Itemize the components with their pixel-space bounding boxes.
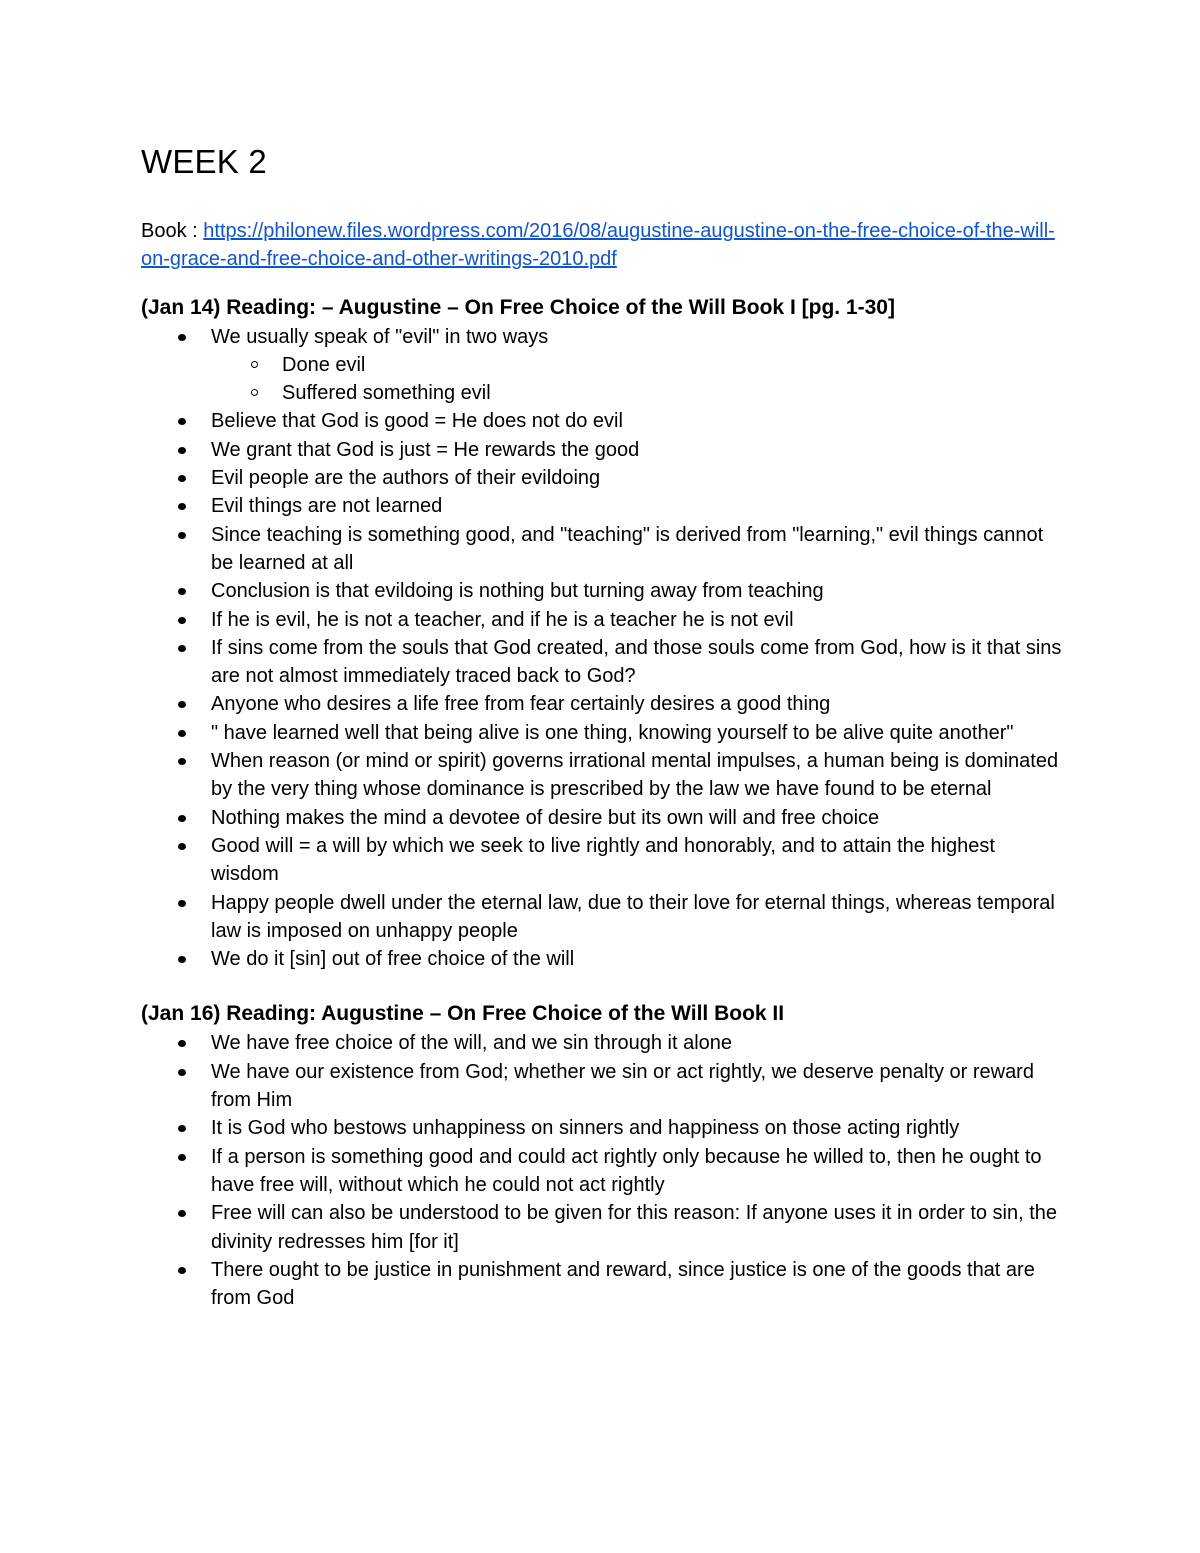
list-item-text: We do it [sin] out of free choice of the will <box>211 948 575 971</box>
list-item-text: If sins come from the souls that God created, and those souls come from God, how is it that sins are not almost immediately traced back to God? <box>211 636 1062 688</box>
hollow-bullet-icon <box>251 389 258 396</box>
list-item <box>141 1029 1066 1057</box>
bullet-icon <box>178 815 186 822</box>
list-item <box>141 1058 1066 1115</box>
list-item <box>141 436 1066 464</box>
sub-list-item <box>141 379 1066 407</box>
bullet-icon <box>178 1125 186 1132</box>
section-heading-jan-14: (Jan 14) Reading: – Augustine – On Free Choice of the Will Book I [pg. 1-30] <box>141 295 895 319</box>
list-item-text: It is God who bestows unhappiness on sinners and happiness on those acting rightly <box>211 1117 960 1140</box>
list-item <box>141 1199 1066 1256</box>
bullet-icon <box>178 334 186 341</box>
bullet-icon <box>178 503 186 510</box>
bullet-icon <box>178 843 186 850</box>
list-item-text: If he is evil, he is not a teacher, and if he is a teacher he is not evil <box>211 608 794 631</box>
list-item-text: We have free choice of the will, and we sin through it alone <box>211 1032 733 1055</box>
list-item <box>141 634 1066 691</box>
list-item-text: If a person is something good and could act rightly only because he willed to, then he ought to have free will, without which he could not act rightly <box>211 1145 1042 1196</box>
list-item <box>141 804 1066 832</box>
bullet-icon <box>178 447 186 454</box>
list-item <box>141 323 1066 351</box>
list-item-text: Done evil <box>282 353 366 376</box>
bullet-icon <box>178 758 186 765</box>
list-item-text: Conclusion is that evildoing is nothing but turning away from teaching <box>211 580 824 603</box>
bullet-icon <box>178 1154 186 1161</box>
list-item <box>141 1256 1066 1313</box>
list-item <box>141 407 1066 435</box>
list-item-text: Believe that God is good = He does not do evil <box>211 410 623 433</box>
list-item <box>141 945 1066 973</box>
sub-list-item <box>141 351 1066 379</box>
book-link[interactable]: https://philonew.files.wordpress.com/2016/08/augustine-augustine-on-the-free-choice-of-the-will-on-grace-and-free-choice-and-other-writings-2010.pdf <box>141 220 1055 271</box>
bullet-icon <box>178 418 186 425</box>
list-item <box>141 1114 1066 1142</box>
list-item <box>141 1143 1066 1200</box>
page-title: WEEK 2 <box>141 143 267 180</box>
list-item-text: Happy people dwell under the eternal law, due to their love for eternal things, whereas temporal law is imposed on unhappy people <box>211 891 1055 942</box>
list-item <box>141 492 1066 520</box>
list-item-text: Anyone who desires a life free from fear certainly desires a good thing <box>211 693 831 716</box>
list-item <box>141 521 1066 578</box>
document-page <box>141 140 1066 1312</box>
book-label: Book : <box>141 220 198 242</box>
bullet-icon <box>178 475 186 482</box>
list-item-text: We usually speak of "evil" in two ways <box>211 325 549 348</box>
list-item <box>141 606 1066 634</box>
list-item <box>141 747 1066 804</box>
section-2-list <box>141 1029 1066 1312</box>
list-item-text: Evil people are the authors of their evildoing <box>211 467 601 490</box>
list-item <box>141 719 1066 747</box>
bullet-icon <box>178 701 186 708</box>
list-item-text: We grant that God is just = He rewards the good <box>211 438 640 461</box>
list-item-text: Free will can also be understood to be given for this reason: If anyone uses it in order to sin, the divinity redresses him [for it] <box>211 1202 1058 1253</box>
list-item-text: There ought to be justice in punishment and reward, since justice is one of the goods that are from God <box>211 1258 1035 1310</box>
bullet-icon <box>178 1069 186 1076</box>
list-item-text: Good will = a will by which we seek to live rightly and honorably, and to attain the highest wisdom <box>211 834 995 886</box>
section-1-list <box>141 323 1066 974</box>
list-item-text: When reason (or mind or spirit) governs irrational mental impulses, a human being is dominated by the very thing whose dominance is prescribed by the law we have found to be eternal <box>211 750 1059 801</box>
bullet-icon <box>178 1210 186 1217</box>
bullet-icon <box>178 900 186 907</box>
bullet-icon <box>178 532 186 539</box>
list-item-text: Since teaching is something good, and "teaching" is derived from "learning," evil things cannot be learned at all <box>211 523 1044 574</box>
bullet-icon <box>178 1267 186 1274</box>
list-item-text: Evil things are not learned <box>211 495 443 518</box>
bullet-icon <box>178 645 186 652</box>
list-item-text: Nothing makes the mind a devotee of desire but its own will and free choice <box>211 806 880 829</box>
list-item <box>141 690 1066 718</box>
section-heading-jan-16: (Jan 16) Reading: Augustine – On Free Choice of the Will Book II <box>141 1002 785 1026</box>
book-reference <box>141 217 1066 274</box>
list-item <box>141 889 1066 946</box>
bullet-icon <box>178 617 186 624</box>
bullet-icon <box>178 956 186 963</box>
bullet-icon <box>178 1040 186 1047</box>
bullet-icon <box>178 588 186 595</box>
list-item <box>141 832 1066 889</box>
list-item-text: " have learned well that being alive is one thing, knowing yourself to be alive quite another" <box>211 721 1014 744</box>
hollow-bullet-icon <box>251 361 258 368</box>
list-item <box>141 577 1066 605</box>
list-item-text: We have our existence from God; whether we sin or act rightly, we deserve penalty or reward from Him <box>211 1060 1034 1112</box>
list-item-text: Suffered something evil <box>282 382 491 405</box>
list-item <box>141 464 1066 492</box>
bullet-icon <box>178 730 186 737</box>
